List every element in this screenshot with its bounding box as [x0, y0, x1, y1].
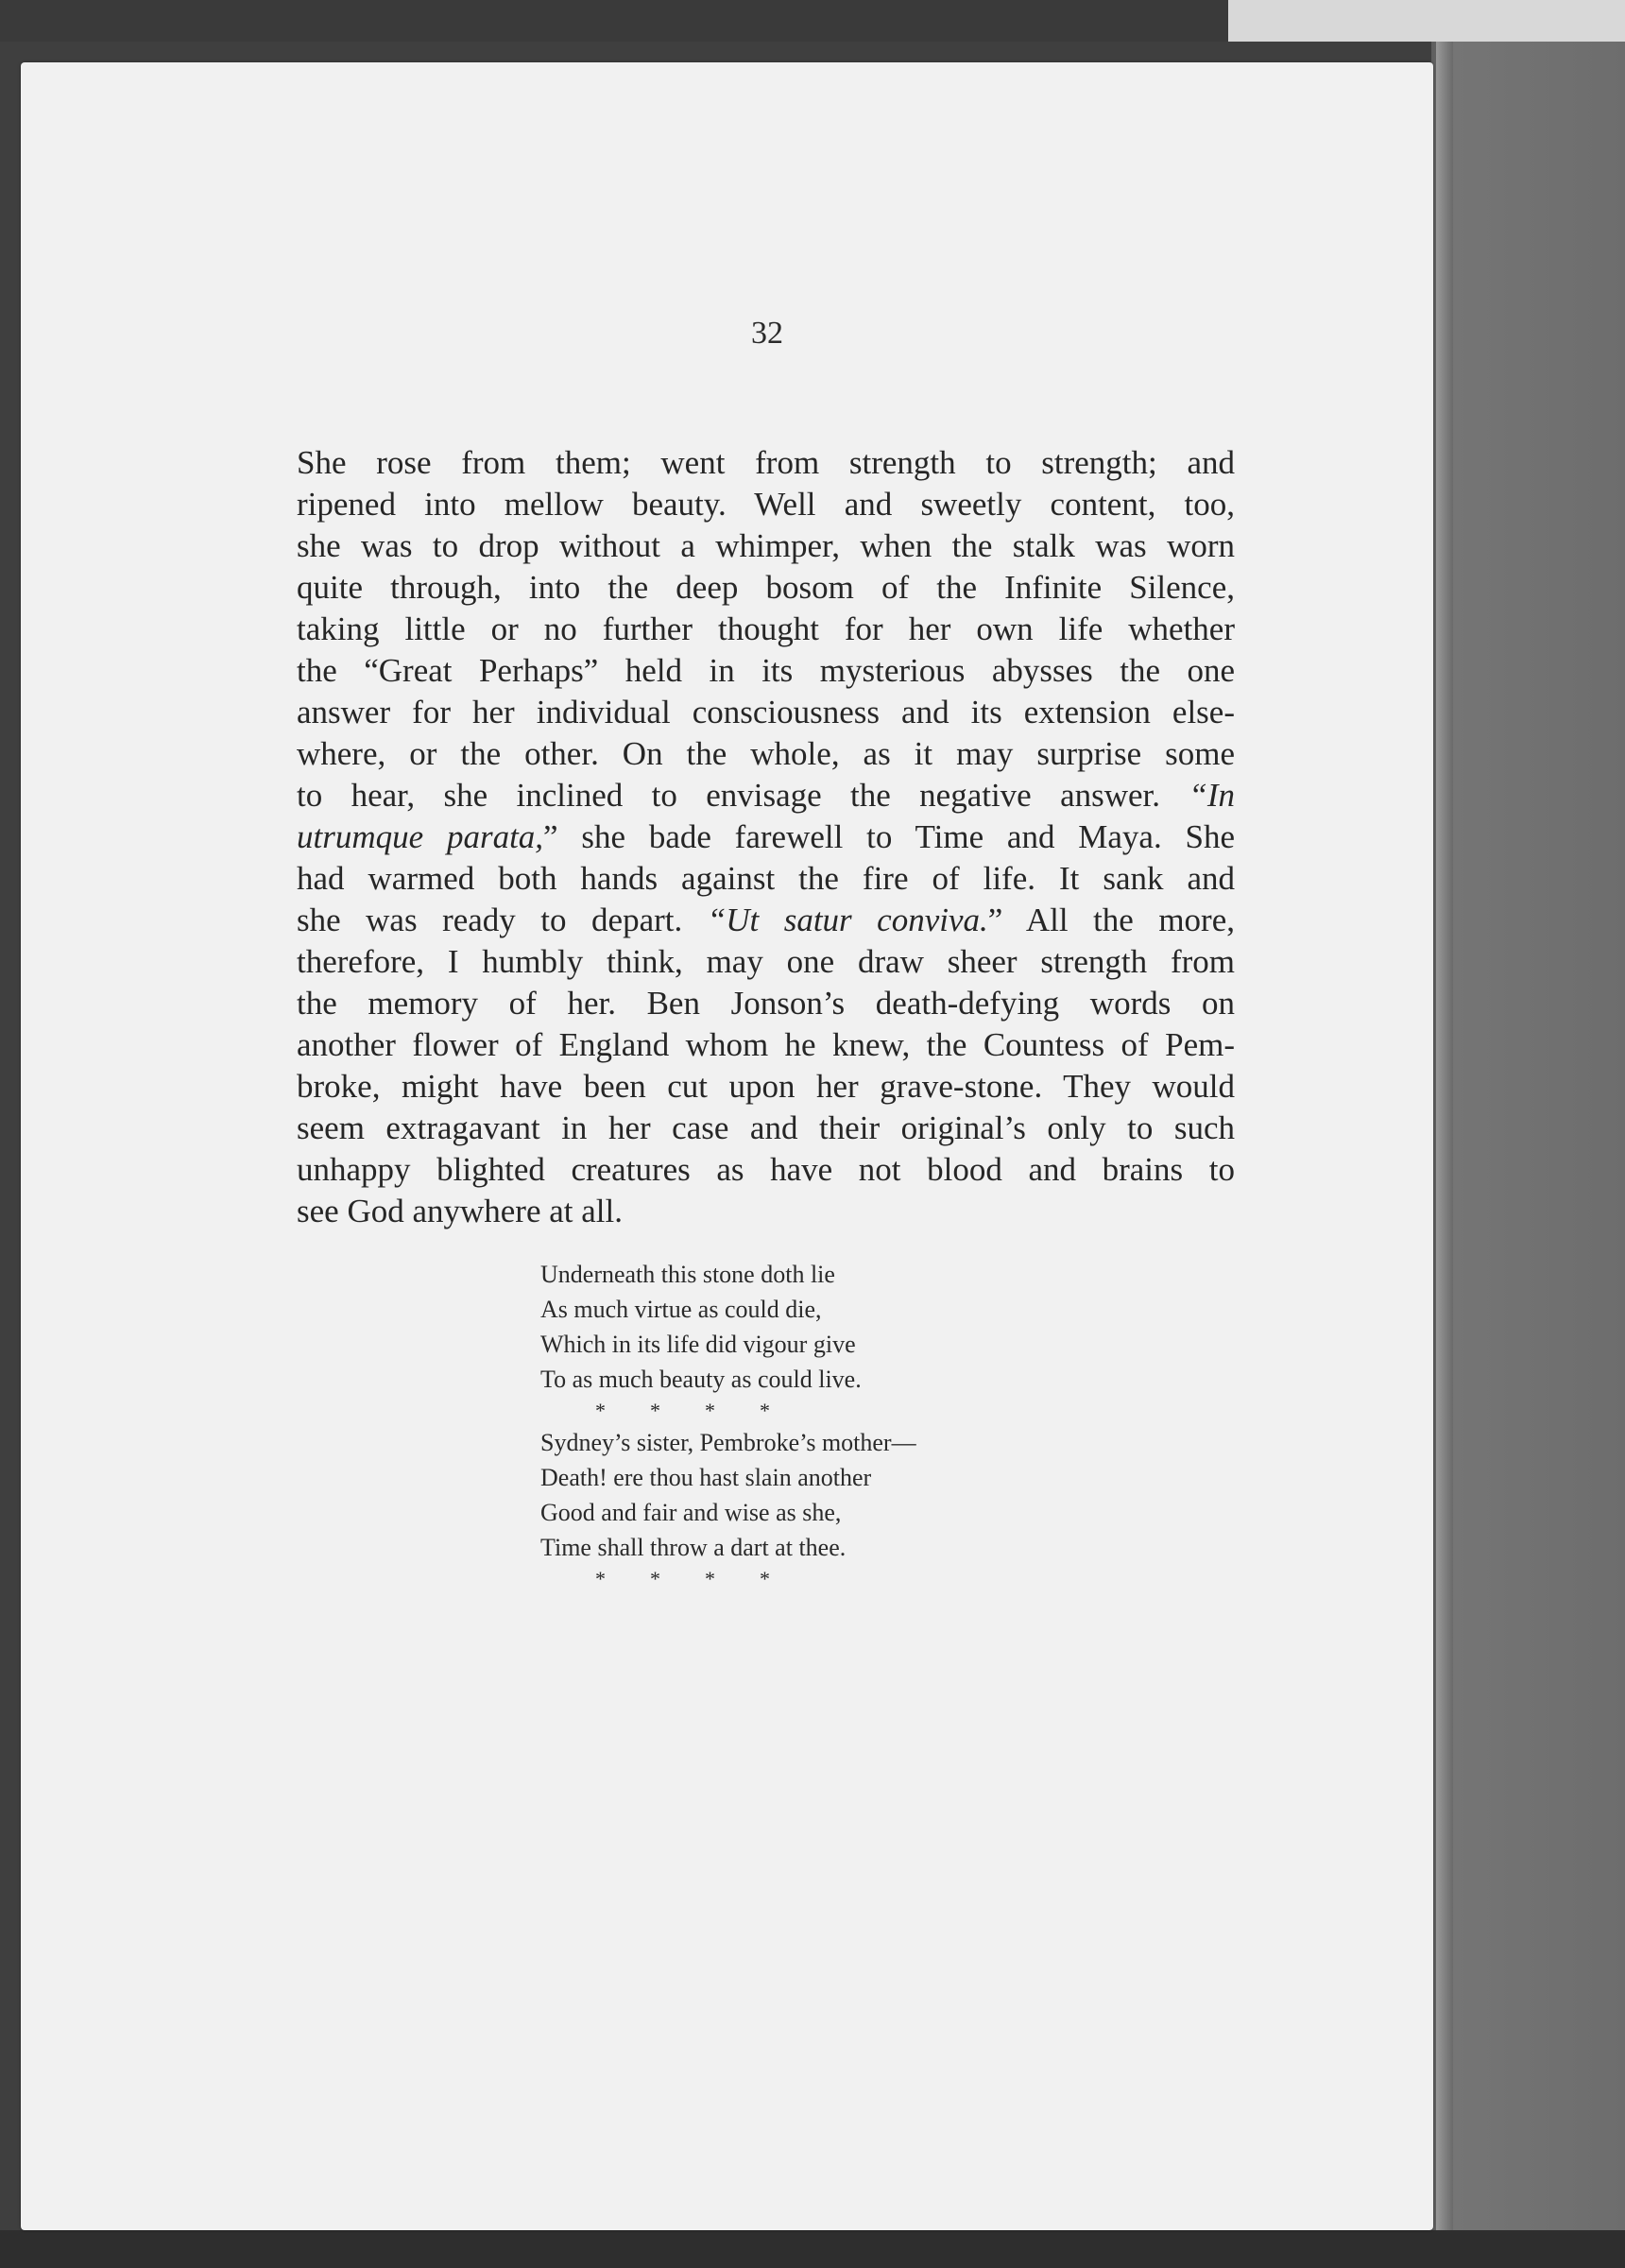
scan-background-bottom — [0, 2230, 1625, 2268]
latin-quote: “Ut satur conviva. — [707, 902, 988, 938]
text-line-with-latin-quote — [297, 775, 1235, 816]
scan-background-top-light — [1228, 0, 1625, 42]
poem-stanza — [540, 1257, 1032, 1397]
text-line: where, or the other. On the whole, as it may surprise some — [297, 735, 1235, 772]
text-line: therefore, I humbly think, may one draw sheer strength from — [297, 943, 1235, 980]
text-line: the memory of her. Ben Jonson’s death-defying words on — [297, 985, 1235, 1022]
scan-page-edge — [1436, 42, 1453, 2268]
scan-background-board — [1431, 42, 1625, 2268]
text-line: taking little or no further thought for her own life whether — [297, 610, 1235, 647]
poem-line: Which in its life did vigour give — [540, 1331, 856, 1358]
asterisk-separator: * * * * — [595, 1567, 772, 1590]
text-line: another flower of England whom he knew, the Countess of Pem- — [297, 1026, 1235, 1063]
epitaph-poem — [540, 1257, 1032, 1593]
poem-stanza — [540, 1425, 1032, 1565]
text-fragment: she was ready to depart. — [297, 902, 683, 938]
text-fragment: ” she bade farewell to Time and Maya. She — [543, 818, 1235, 855]
latin-quote-open: “In — [1189, 777, 1235, 814]
text-line: quite through, into the deep bosom of the Infinite Silence, — [297, 569, 1235, 606]
poem-line: Good and fair and wise as she, — [540, 1499, 842, 1526]
text-line: the “Great Perhaps” held in its mysterious abysses the one — [297, 652, 1235, 689]
asterisk-separator: * * * * — [595, 1399, 772, 1422]
poem-line: Death! ere thou hast slain another — [540, 1464, 872, 1491]
text-line: seem extragavant in her case and their original’s only to such — [297, 1109, 1235, 1146]
latin-quote: utrumque parata, — [297, 818, 544, 855]
poem-line: Underneath this stone doth lie — [540, 1261, 835, 1288]
poem-line: Time shall throw a dart at thee. — [540, 1534, 847, 1561]
text-line: broke, might have been cut upon her grave-stone. They would — [297, 1068, 1235, 1105]
prose-paragraph — [297, 442, 1235, 1232]
poem-line: To as much beauty as could live. — [540, 1366, 862, 1393]
text-fragment: to hear, she inclined to envisage the negative answer. — [297, 777, 1161, 814]
text-line: see God anywhere at all. — [297, 1193, 623, 1229]
text-line: unhappy blighted creatures as have not blood and brains to — [297, 1151, 1235, 1188]
text-line: ripened into mellow beauty. Well and sweetly content, too, — [297, 486, 1235, 523]
text-line: she was to drop without a whimper, when the stalk was worn — [297, 527, 1235, 564]
poem-line: Sydney’s sister, Pembroke’s mother— — [540, 1429, 916, 1456]
book-page — [21, 62, 1433, 2230]
text-line: had warmed both hands against the fire of life. It sank and — [297, 860, 1235, 897]
text-line: answer for her individual consciousness and its extension else- — [297, 694, 1235, 730]
text-line-with-latin-quote — [297, 816, 1235, 858]
page-number: 32 — [751, 316, 783, 351]
text-line-with-latin-quote — [297, 900, 1235, 941]
text-line: She rose from them; went from strength to strength; and — [297, 444, 1235, 481]
poem-line: As much virtue as could die, — [540, 1296, 822, 1323]
text-fragment: ” All the more, — [987, 902, 1235, 938]
